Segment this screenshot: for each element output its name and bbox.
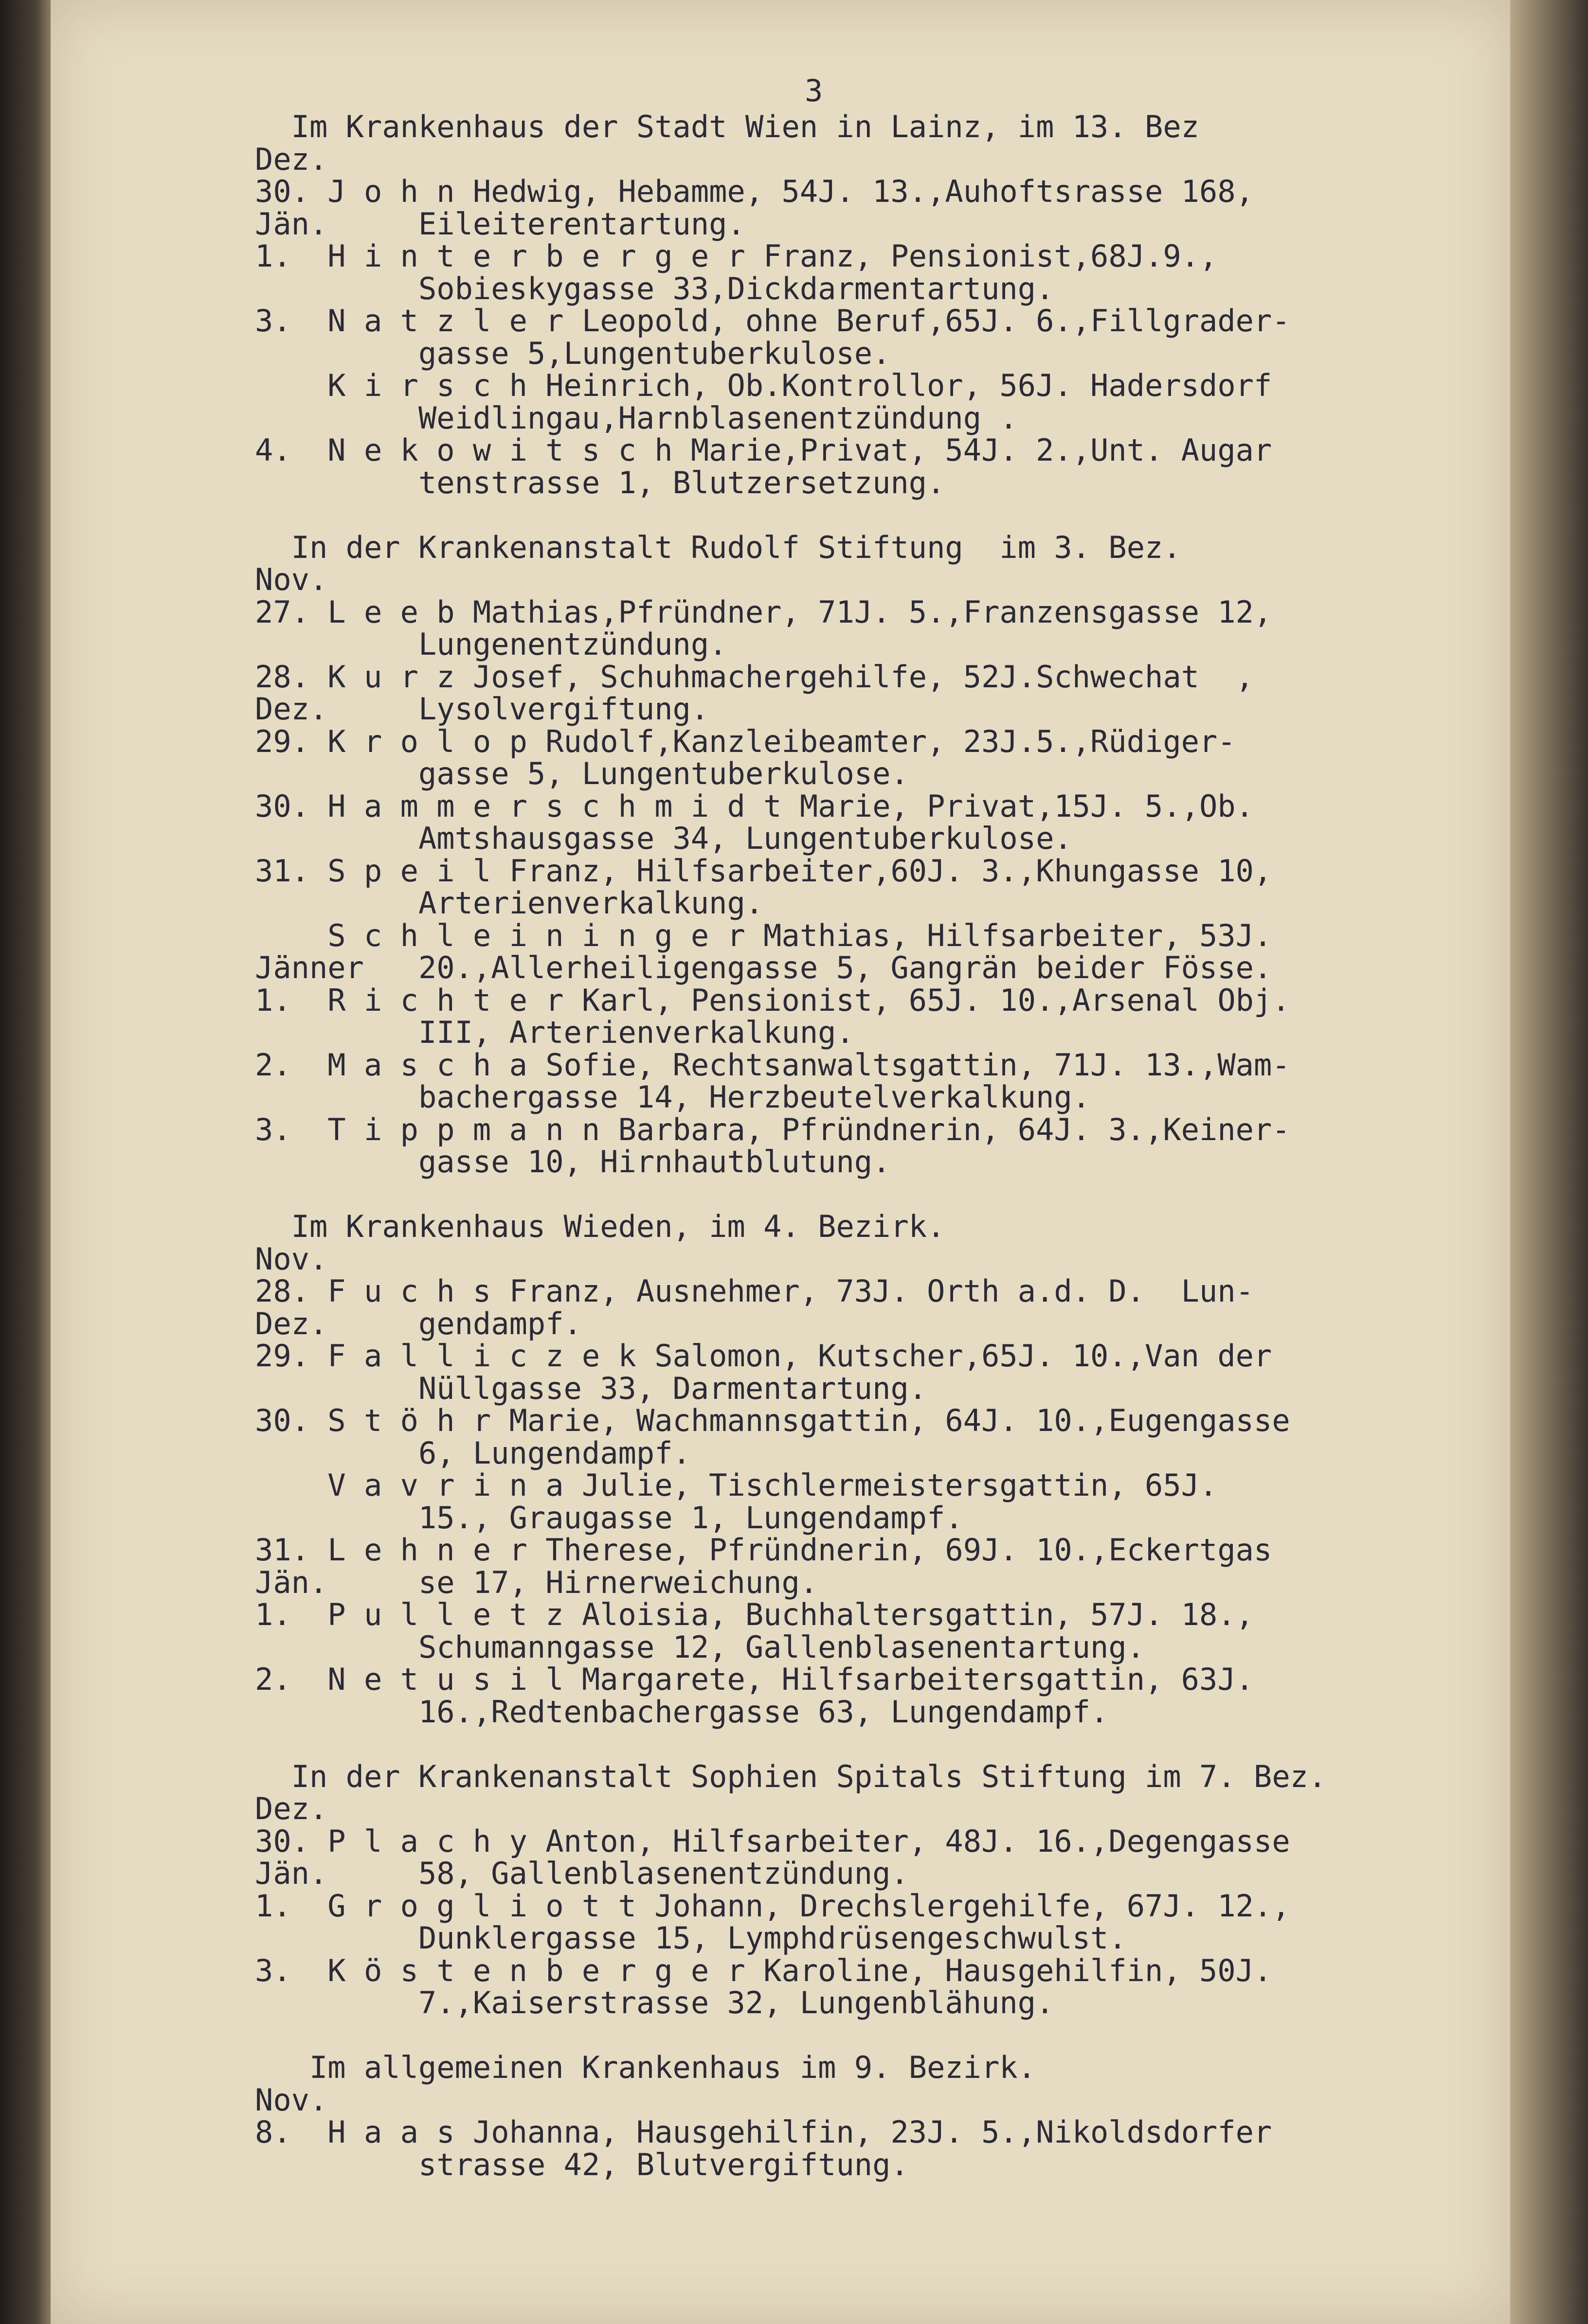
text-line: 30. S t ö h r Marie, Wachmannsgattin, 64J. 10.,Eugengasse [255, 1403, 1290, 1438]
text-line: 8. H a a s Johanna, Hausgehilfin, 23J. 5.,Nikoldsdorfer [255, 2114, 1272, 2150]
text-line: 3. T i p p m a n n Barbara, Pfründnerin, 64J. 3.,Keiner- [255, 1111, 1290, 1147]
text-line: gasse 5, Lungentuberkulose. [255, 756, 909, 791]
text-line: Jän. 58, Gallenblasenentzündung. [255, 1856, 909, 1891]
text-line: 31. S p e i l Franz, Hilfsarbeiter,60J. 3.,Khungasse 10, [255, 853, 1272, 889]
text-line: Jän. Eileiterentartung. [255, 206, 745, 242]
text-line: Schumanngasse 12, Gallenblasenentartung. [255, 1629, 1145, 1665]
text-line: Im Krankenhaus Wieden, im 4. Bezirk. [255, 1209, 945, 1244]
page-edge [1510, 0, 1588, 2324]
text-line: 30. P l a c h y Anton, Hilfsarbeiter, 48J. 16.,Degengasse [255, 1823, 1290, 1859]
text-line: bachergasse 14, Herzbeutelverkalkung. [255, 1079, 1091, 1115]
book-binding [0, 0, 51, 2324]
text-line: K i r s c h Heinrich, Ob.Kontrollor, 56J. Hadersdorf [255, 368, 1272, 403]
text-line: Lungenentzündung. [255, 626, 727, 662]
text-line: gasse 5,Lungentuberkulose. [255, 335, 891, 371]
text-line: 15., Graugasse 1, Lungendampf. [255, 1500, 963, 1536]
text-line: Sobieskygasse 33,Dickdarmentartung. [255, 270, 1054, 306]
text-line: 3. N a t z l e r Leopold, ohne Beruf,65J. 6.,Fillgrader- [255, 303, 1290, 339]
text-line: 1. P u l l e t z Aloisia, Buchhaltersgattin, 57J. 18., [255, 1597, 1254, 1632]
text-line: 29. F a l l i c z e k Salomon, Kutscher,65J. 10.,Van der [255, 1338, 1272, 1374]
text-line: tenstrasse 1, Blutzersetzung. [255, 465, 945, 501]
text-line: Arterienverkalkung. [255, 885, 764, 921]
page-number: 3 [805, 73, 823, 108]
text-line: 30. H a m m e r s c h m i d t Marie, Privat,15J. 5.,Ob. [255, 788, 1254, 824]
text-line: gasse 10, Hirnhautblutung. [255, 1144, 891, 1180]
text-line: Dez. [255, 1791, 328, 1826]
text-line: Nov. [255, 562, 328, 597]
text-line: Nov. [255, 1241, 328, 1277]
document-page [51, 0, 1510, 2324]
text-line: Dunklergasse 15, Lymphdrüsengeschwulst. [255, 1920, 1127, 1956]
text-line: Amtshausgasse 34, Lungentuberkulose. [255, 821, 1072, 856]
text-line: 29. K r o l o p Rudolf,Kanzleibeamter, 23J.5.,Rüdiger- [255, 723, 1236, 759]
text-line: 27. L e e b Mathias,Pfründner, 71J. 5.,Franzensgasse 12, [255, 594, 1272, 630]
text-line: Dez. [255, 141, 328, 177]
text-line: 1. R i c h t e r Karl, Pensionist, 65J. 10.,Arsenal Obj. [255, 982, 1290, 1018]
text-line: 2. N e t u s i l Margarete, Hilfsarbeitersgattin, 63J. [255, 1662, 1254, 1697]
text-line: 3. K ö s t e n b e r g e r Karoline, Hausgehilfin, 50J. [255, 1952, 1272, 1988]
text-line: Nüllgasse 33, Darmentartung. [255, 1370, 927, 1406]
text-line: Jän. se 17, Hirnerweichung. [255, 1564, 818, 1600]
text-line: strasse 42, Blutvergiftung. [255, 2146, 909, 2182]
text-line: Im Krankenhaus der Stadt Wien in Lainz, im 13. Bez [255, 109, 1200, 144]
text-line: Weidlingau,Harnblasenentzündung . [255, 400, 1018, 436]
text-line: 1. G r o g l i o t t Johann, Drechslergehilfe, 67J. 12., [255, 1888, 1290, 1924]
text-line: Dez. gendampf. [255, 1305, 582, 1341]
text-line: 31. L e h n e r Therese, Pfründnerin, 69J. 10.,Eckertgas [255, 1532, 1272, 1568]
text-line: 30. J o h n Hedwig, Hebamme, 54J. 13.,Auhoftsrasse 168, [255, 174, 1254, 209]
text-line: 4. N e k o w i t s c h Marie,Privat, 54J. 2.,Unt. Augar [255, 432, 1272, 468]
text-line: 6, Lungendampf. [255, 1435, 691, 1471]
text-line: 1. H i n t e r b e r g e r Franz, Pensionist,68J.9., [255, 238, 1218, 274]
text-line: 2. M a s c h a Sofie, Rechtsanwaltsgattin, 71J. 13.,Wam- [255, 1047, 1290, 1083]
text-line: 28. F u c h s Franz, Ausnehmer, 73J. Orth a.d. D. Lun- [255, 1273, 1254, 1309]
text-line: In der Krankenanstalt Sophien Spitals Stiftung im 7. Bez. [255, 1758, 1327, 1794]
text-line: Dez. Lysolvergiftung. [255, 691, 709, 727]
text-line: 7.,Kaiserstrasse 32, Lungenblähung. [255, 1985, 1054, 2020]
text-line: V a v r i n a Julie, Tischlermeistersgattin, 65J. [255, 1467, 1218, 1503]
text-line: 16.,Redtenbachergasse 63, Lungendampf. [255, 1694, 1109, 1730]
text-line: S c h l e i n i n g e r Mathias, Hilfsarbeiter, 53J. [255, 917, 1272, 953]
text-line: Jänner 20.,Allerheiligengasse 5, Gangrän beider Fösse. [255, 950, 1272, 985]
text-line: In der Krankenanstalt Rudolf Stiftung im 3. Bez. [255, 529, 1181, 565]
text-line: Im allgemeinen Krankenhaus im 9. Bezirk. [255, 2050, 1036, 2085]
text-line: III, Arterienverkalkung. [255, 1015, 854, 1050]
text-line: 28. K u r z Josef, Schuhmachergehilfe, 52J.Schwechat , [255, 659, 1254, 695]
text-line: Nov. [255, 2082, 328, 2118]
